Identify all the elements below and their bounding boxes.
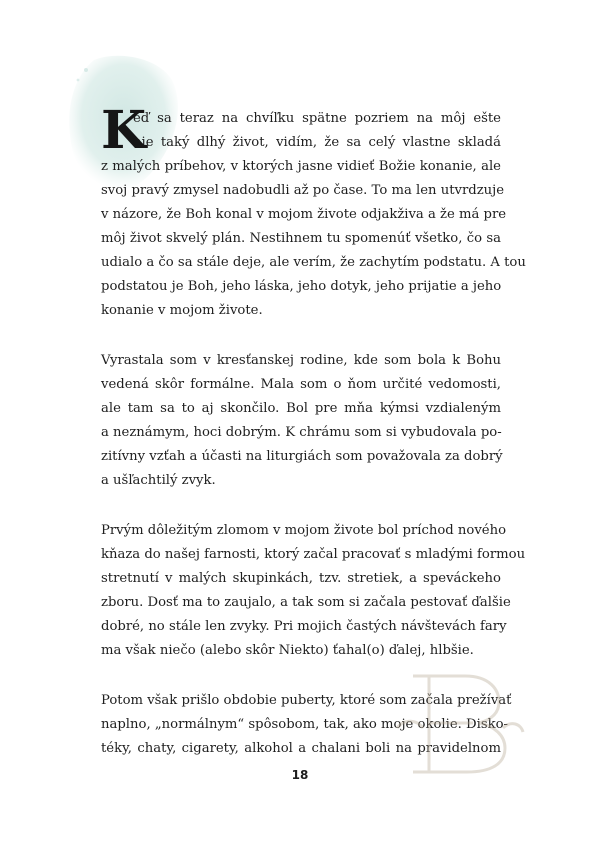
- paragraph-1: [101, 100, 526, 323]
- text-line: zitívny vzťah a účasti na liturgiách som považovala za dobrý: [101, 449, 503, 464]
- drop-cap: K: [101, 100, 147, 161]
- text-line: konanie v mojom živote.: [101, 303, 263, 318]
- text-line: ale tam sa to aj skončilo. Bol pre mňa kýmsi vzdialeným: [101, 401, 501, 416]
- text-line: nie taký dlhý život, vidím, že sa celý vlastne skladá: [133, 135, 501, 150]
- text-line: eď sa teraz na chvíľku spätne pozriem na môj ešte: [133, 111, 501, 126]
- text-line: téky, chaty, cigarety, alkohol a chalani boli na pravidelnom: [101, 741, 501, 756]
- text-line: Prvým dôležitým zlomom v mojom živote bol príchod nového: [101, 523, 507, 538]
- text-line: naplno, „normálnym“ spôsobom, tak, ako moje okolie. Disko-: [101, 717, 508, 732]
- page-number: 18: [291, 768, 309, 782]
- text-line: stretnutí v malých skupinkách, tzv. stretiek, a speváckeho: [101, 571, 501, 586]
- text-line: a neznámym, hoci dobrým. K chrámu som si vybudovala po-: [101, 425, 502, 440]
- text-line: Vyrastala som v kresťanskej rodine, kde som bola k Bohu: [101, 353, 501, 368]
- text-line: Potom však prišlo obdobie puberty, ktoré som začala prežívať: [101, 693, 512, 708]
- text-line: môj život skvelý plán. Nestihnem tu spomenúť všetko, čo sa: [101, 231, 501, 246]
- text-line: z malých príbehov, v ktorých jasne vidieť Božie konanie, ale: [101, 159, 501, 174]
- text-line: vedená skôr formálne. Mala som o ňom určité vedomosti,: [101, 377, 501, 392]
- paragraph-2: [101, 349, 501, 493]
- paragraph-3: [101, 519, 526, 663]
- text-line: podstatou je Boh, jeho láska, jeho dotyk, jeho prijatie a jeho: [101, 279, 502, 294]
- text-line: udialo a čo sa stále deje, ale verím, že zachytím podstatu. A tou: [101, 255, 526, 270]
- text-line: zboru. Dosť ma to zaujalo, a tak som si začala pestovať ďalšie: [101, 595, 511, 610]
- text-line: dobré, no stále len zvyky. Pri mojich častých návštevách fary: [101, 619, 507, 634]
- text-line: svoj pravý zmysel nadobudli až po čase. To ma len utvrdzuje: [101, 183, 505, 198]
- publisher-logo-watermark: [395, 668, 525, 778]
- text-line: kňaza do našej farnosti, ktorý začal pracovať s mladými formou: [101, 547, 526, 562]
- text-line: ma však niečo (alebo skôr Niekto) ťahal(o) ďalej, hlbšie.: [101, 643, 474, 658]
- text-line: a ušľachtilý zvyk.: [101, 473, 216, 488]
- text-line: v názore, že Boh konal v mojom živote odjakživa a že má pre: [101, 207, 507, 222]
